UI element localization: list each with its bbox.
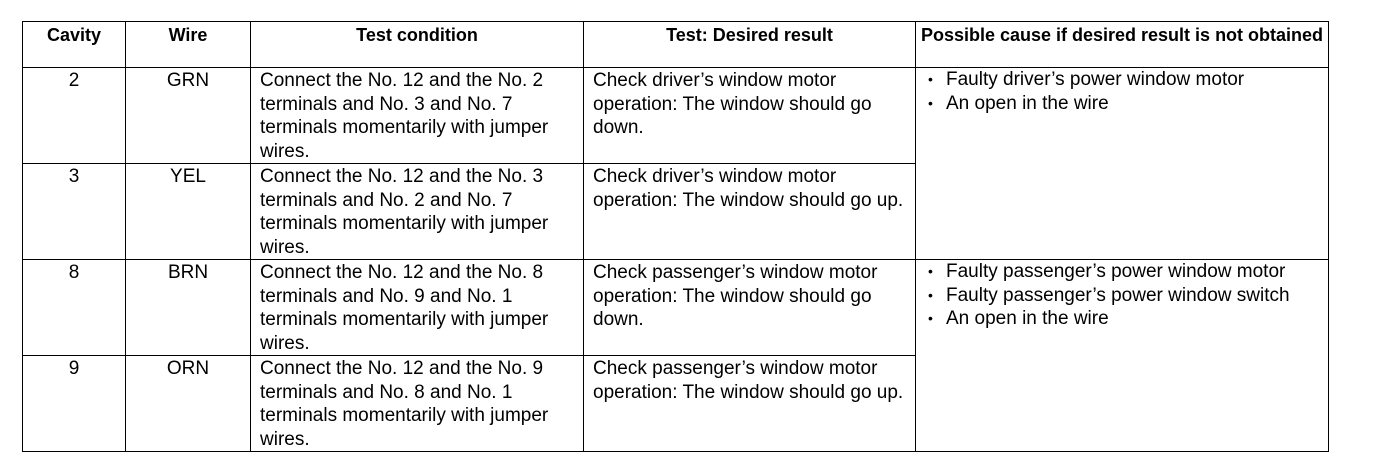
- cavity-cell: [23, 164, 126, 260]
- desired-result-cell: [584, 260, 916, 356]
- passenger-causes-cell: [916, 260, 1329, 452]
- wire-color: BRN: [167, 262, 209, 283]
- table-row: [23, 260, 1329, 356]
- driver-causes-list: [916, 68, 1328, 115]
- cause-item: • An open in the wire: [946, 307, 1328, 331]
- wire-color: ORN: [166, 358, 210, 379]
- test-condition-text: Connect the No. 12 and the No. 8 terminals and No. 9 and No. 1 terminals momentarily with jumper wires.: [260, 262, 549, 354]
- wire-cell: [126, 260, 251, 356]
- desired-result-text: Check passenger’s window motor operation: The window should go down.: [593, 262, 878, 330]
- wire-cell: [126, 68, 251, 164]
- desired-result-cell: [584, 356, 916, 452]
- desired-result-cell: [584, 68, 916, 164]
- cavity-cell: [23, 68, 126, 164]
- test-condition-text: Connect the No. 12 and the No. 9 terminals and No. 8 and No. 1 terminals momentarily with jumper wires.: [260, 358, 549, 450]
- test-condition-cell: [251, 260, 584, 356]
- driver-causes-cell: [916, 68, 1329, 260]
- cause-item: • Faulty passenger’s power window switch: [946, 284, 1328, 308]
- cavity-number: 2: [68, 70, 80, 91]
- cavity-number: 9: [68, 358, 80, 379]
- test-condition-cell: [251, 356, 584, 452]
- header-test-condition: Test condition: [251, 22, 584, 68]
- test-condition-text: Connect the No. 12 and the No. 2 terminals and No. 3 and No. 7 terminals momentarily with jumper wires.: [260, 70, 549, 162]
- desired-result-text: Check passenger’s window motor operation: The window should go up.: [593, 358, 904, 403]
- wire-cell: [126, 164, 251, 260]
- wire-cell: [126, 356, 251, 452]
- cause-item: • An open in the wire: [946, 92, 1328, 116]
- header-possible-cause: Possible cause if desired result is not obtained: [916, 22, 1329, 68]
- desired-result-text: Check driver’s window motor operation: The window should go down.: [593, 70, 872, 138]
- desired-result-cell: [584, 164, 916, 260]
- cavity-number: 3: [68, 166, 80, 187]
- wire-color: GRN: [166, 70, 210, 91]
- window-motor-test-table: [22, 21, 1329, 452]
- test-condition-text: Connect the No. 12 and the No. 3 terminals and No. 2 and No. 7 terminals momentarily with jumper wires.: [260, 166, 549, 258]
- table-row: [23, 68, 1329, 164]
- cavity-number: 8: [68, 262, 80, 283]
- header-cavity: Cavity: [23, 22, 126, 68]
- cavity-cell: [23, 260, 126, 356]
- header-desired-result: Test: Desired result: [584, 22, 916, 68]
- test-condition-cell: [251, 164, 584, 260]
- wire-color: YEL: [170, 166, 206, 187]
- test-condition-cell: [251, 68, 584, 164]
- header-wire: Wire: [126, 22, 251, 68]
- header-row: [23, 22, 1329, 68]
- passenger-causes-list: [916, 260, 1328, 331]
- cause-item: • Faulty driver’s power window motor: [946, 68, 1328, 92]
- cavity-cell: [23, 356, 126, 452]
- cause-item: • Faulty passenger’s power window motor: [946, 260, 1328, 284]
- desired-result-text: Check driver’s window motor operation: The window should go up.: [593, 166, 904, 211]
